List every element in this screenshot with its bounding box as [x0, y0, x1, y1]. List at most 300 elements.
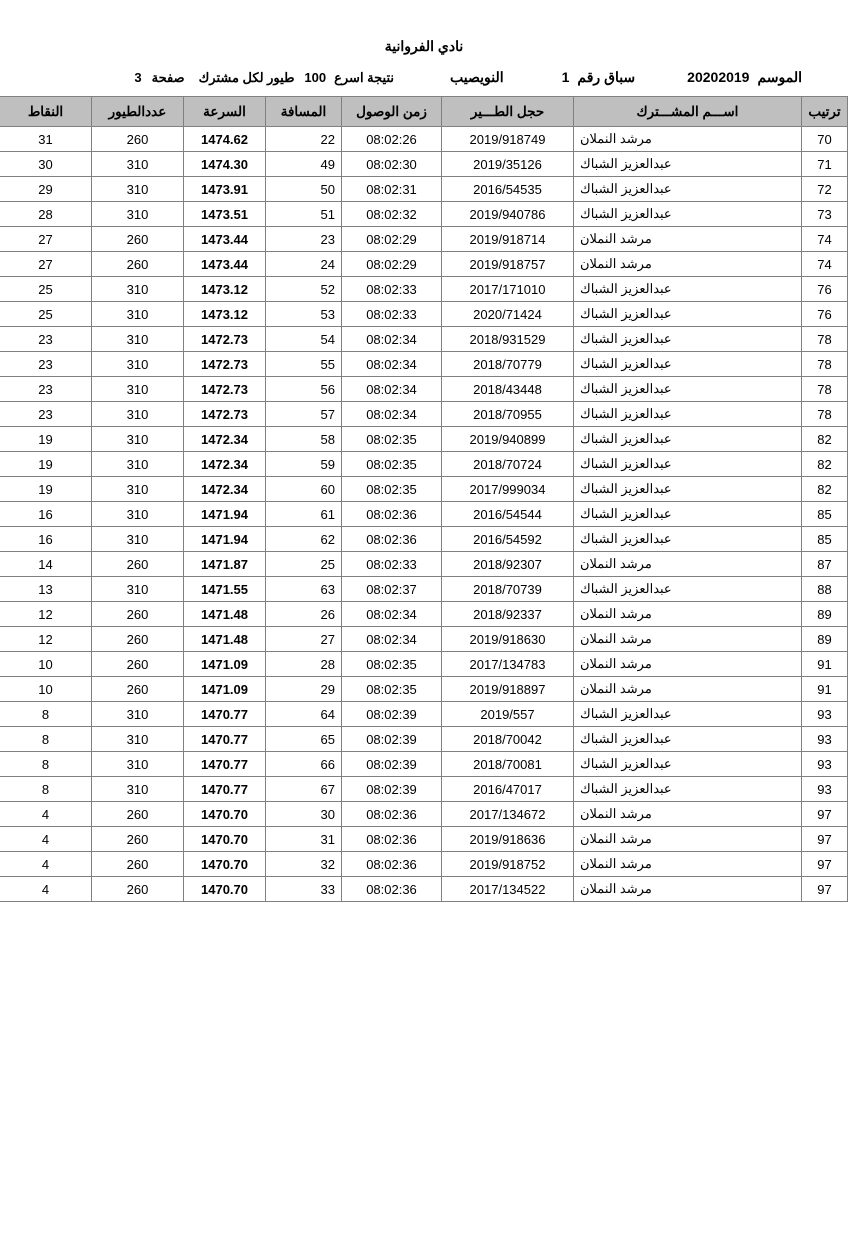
column-header-birds: عددالطيور [92, 97, 184, 127]
cell-ring: 2018/70779 [442, 352, 574, 377]
cell-speed: 1474.30 [184, 152, 266, 177]
cell-birds: 310 [92, 152, 184, 177]
cell-distance: 28 [266, 652, 342, 677]
cell-rank: 97 [802, 802, 848, 827]
cell-birds: 310 [92, 777, 184, 802]
cell-member: عبدالعزيز الشباك [574, 302, 802, 327]
cell-member: عبدالعزيز الشباك [574, 377, 802, 402]
cell-arrival: 08:02:34 [342, 602, 442, 627]
table-row [0, 202, 848, 227]
cell-birds: 310 [92, 502, 184, 527]
loft-name: النويصيب [450, 69, 504, 85]
cell-member: عبدالعزيز الشباك [574, 727, 802, 752]
cell-birds: 310 [92, 177, 184, 202]
cell-points: 25 [0, 277, 92, 302]
cell-distance: 58 [266, 427, 342, 452]
cell-member: مرشد النملان [574, 802, 802, 827]
cell-member: عبدالعزيز الشباك [574, 277, 802, 302]
cell-arrival: 08:02:35 [342, 427, 442, 452]
cell-ring: 2019/918749 [442, 127, 574, 152]
cell-arrival: 08:02:36 [342, 852, 442, 877]
table-row [0, 327, 848, 352]
cell-ring: 2018/931529 [442, 327, 574, 352]
cell-ring: 2019/557 [442, 702, 574, 727]
cell-speed: 1472.73 [184, 377, 266, 402]
cell-rank: 70 [802, 127, 848, 152]
cell-speed: 1471.48 [184, 627, 266, 652]
cell-distance: 29 [266, 677, 342, 702]
cell-birds: 310 [92, 427, 184, 452]
cell-speed: 1471.48 [184, 602, 266, 627]
cell-speed: 1472.73 [184, 352, 266, 377]
cell-birds: 260 [92, 877, 184, 902]
cell-points: 28 [0, 202, 92, 227]
cell-arrival: 08:02:29 [342, 227, 442, 252]
cell-rank: 89 [802, 627, 848, 652]
cell-points: 8 [0, 752, 92, 777]
cell-points: 16 [0, 502, 92, 527]
table-row [0, 227, 848, 252]
table-row [0, 177, 848, 202]
cell-distance: 51 [266, 202, 342, 227]
cell-arrival: 08:02:39 [342, 752, 442, 777]
table-row [0, 352, 848, 377]
cell-rank: 82 [802, 427, 848, 452]
cell-points: 4 [0, 802, 92, 827]
cell-arrival: 08:02:33 [342, 302, 442, 327]
cell-ring: 2016/54592 [442, 527, 574, 552]
cell-points: 27 [0, 227, 92, 252]
cell-distance: 50 [266, 177, 342, 202]
cell-points: 10 [0, 652, 92, 677]
cell-arrival: 08:02:39 [342, 727, 442, 752]
cell-birds: 310 [92, 402, 184, 427]
cell-birds: 260 [92, 827, 184, 852]
season-info [687, 69, 802, 86]
cell-speed: 1472.34 [184, 427, 266, 452]
race-value: 1 [561, 69, 570, 85]
cell-points: 12 [0, 627, 92, 652]
table-row [0, 627, 848, 652]
cell-member: مرشد النملان [574, 652, 802, 677]
cell-member: عبدالعزيز الشباك [574, 327, 802, 352]
cell-rank: 71 [802, 152, 848, 177]
cell-distance: 55 [266, 352, 342, 377]
cell-member: مرشد النملان [574, 627, 802, 652]
cell-points: 14 [0, 552, 92, 577]
column-header-distance: المسافة [266, 97, 342, 127]
cell-member: عبدالعزيز الشباك [574, 177, 802, 202]
cell-distance: 31 [266, 827, 342, 852]
cell-ring: 2018/70042 [442, 727, 574, 752]
cell-member: عبدالعزيز الشباك [574, 352, 802, 377]
cell-points: 23 [0, 327, 92, 352]
table-row [0, 502, 848, 527]
cell-points: 8 [0, 702, 92, 727]
table-row [0, 402, 848, 427]
cell-member: عبدالعزيز الشباك [574, 777, 802, 802]
cell-birds: 260 [92, 252, 184, 277]
cell-arrival: 08:02:35 [342, 477, 442, 502]
race-info [562, 69, 636, 86]
cell-member: مرشد النملان [574, 252, 802, 277]
table-row [0, 552, 848, 577]
cell-speed: 1474.62 [184, 127, 266, 152]
cell-arrival: 08:02:37 [342, 577, 442, 602]
cell-ring: 2018/70081 [442, 752, 574, 777]
cell-distance: 52 [266, 277, 342, 302]
cell-member: مرشد النملان [574, 677, 802, 702]
cell-distance: 63 [266, 577, 342, 602]
cell-speed: 1470.77 [184, 777, 266, 802]
cell-ring: 2018/43448 [442, 377, 574, 402]
cell-birds: 310 [92, 702, 184, 727]
table-body [0, 127, 848, 902]
cell-birds: 260 [92, 627, 184, 652]
cell-member: مرشد النملان [574, 602, 802, 627]
cell-rank: 76 [802, 302, 848, 327]
column-header-member: اســـم المشـــترك [574, 97, 802, 127]
cell-points: 12 [0, 602, 92, 627]
cell-points: 4 [0, 877, 92, 902]
cell-arrival: 08:02:36 [342, 502, 442, 527]
cell-distance: 23 [266, 227, 342, 252]
cell-arrival: 08:02:35 [342, 677, 442, 702]
cell-birds: 260 [92, 227, 184, 252]
table-header [0, 97, 848, 127]
table-row [0, 877, 848, 902]
cell-ring: 2018/92337 [442, 602, 574, 627]
birds-per-member-label: طيور لكل مشترك [198, 70, 295, 85]
results-table [0, 96, 848, 902]
cell-rank: 82 [802, 452, 848, 477]
cell-ring: 2018/70739 [442, 577, 574, 602]
cell-rank: 74 [802, 227, 848, 252]
cell-member: عبدالعزيز الشباك [574, 402, 802, 427]
cell-ring: 2017/999034 [442, 477, 574, 502]
column-header-arrival: زمن الوصول [342, 97, 442, 127]
cell-distance: 49 [266, 152, 342, 177]
table-row [0, 377, 848, 402]
cell-speed: 1470.70 [184, 852, 266, 877]
cell-points: 31 [0, 127, 92, 152]
cell-distance: 59 [266, 452, 342, 477]
cell-rank: 78 [802, 377, 848, 402]
table-row [0, 602, 848, 627]
cell-speed: 1473.44 [184, 252, 266, 277]
cell-birds: 310 [92, 302, 184, 327]
cell-rank: 97 [802, 852, 848, 877]
cell-arrival: 08:02:34 [342, 327, 442, 352]
race-meta-row [0, 69, 848, 86]
cell-ring: 2019/918714 [442, 227, 574, 252]
cell-points: 16 [0, 527, 92, 552]
cell-distance: 61 [266, 502, 342, 527]
cell-arrival: 08:02:34 [342, 402, 442, 427]
cell-arrival: 08:02:26 [342, 127, 442, 152]
cell-distance: 67 [266, 777, 342, 802]
cell-ring: 2020/71424 [442, 302, 574, 327]
cell-distance: 54 [266, 327, 342, 352]
column-header-points: النقاط [0, 97, 92, 127]
cell-speed: 1471.09 [184, 652, 266, 677]
cell-member: عبدالعزيز الشباك [574, 427, 802, 452]
cell-points: 4 [0, 827, 92, 852]
cell-arrival: 08:02:36 [342, 827, 442, 852]
cell-speed: 1471.09 [184, 677, 266, 702]
cell-speed: 1472.73 [184, 327, 266, 352]
cell-speed: 1470.77 [184, 727, 266, 752]
cell-rank: 91 [802, 652, 848, 677]
cell-member: عبدالعزيز الشباك [574, 527, 802, 552]
cell-points: 19 [0, 427, 92, 452]
cell-ring: 2019/918752 [442, 852, 574, 877]
cell-points: 29 [0, 177, 92, 202]
cell-ring: 2018/70724 [442, 452, 574, 477]
cell-points: 30 [0, 152, 92, 177]
cell-rank: 89 [802, 602, 848, 627]
cell-distance: 62 [266, 527, 342, 552]
cell-speed: 1470.77 [184, 752, 266, 777]
season-label: الموسم [757, 69, 802, 85]
cell-rank: 78 [802, 352, 848, 377]
cell-points: 23 [0, 352, 92, 377]
cell-distance: 60 [266, 477, 342, 502]
cell-birds: 310 [92, 202, 184, 227]
cell-arrival: 08:02:30 [342, 152, 442, 177]
cell-ring: 2016/54544 [442, 502, 574, 527]
cell-rank: 74 [802, 252, 848, 277]
cell-speed: 1472.34 [184, 452, 266, 477]
cell-distance: 26 [266, 602, 342, 627]
cell-birds: 310 [92, 452, 184, 477]
cell-rank: 97 [802, 877, 848, 902]
cell-birds: 310 [92, 277, 184, 302]
season-value: 20202019 [687, 69, 750, 85]
cell-member: مرشد النملان [574, 852, 802, 877]
cell-speed: 1471.94 [184, 527, 266, 552]
cell-birds: 310 [92, 527, 184, 552]
cell-member: مرشد النملان [574, 552, 802, 577]
cell-distance: 64 [266, 702, 342, 727]
cell-birds: 310 [92, 377, 184, 402]
cell-distance: 25 [266, 552, 342, 577]
cell-member: عبدالعزيز الشباك [574, 477, 802, 502]
cell-rank: 87 [802, 552, 848, 577]
table-row [0, 477, 848, 502]
cell-distance: 30 [266, 802, 342, 827]
cell-rank: 78 [802, 327, 848, 352]
cell-ring: 2017/134783 [442, 652, 574, 677]
cell-points: 23 [0, 377, 92, 402]
cell-arrival: 08:02:33 [342, 552, 442, 577]
cell-speed: 1470.77 [184, 702, 266, 727]
cell-speed: 1472.73 [184, 402, 266, 427]
table-row [0, 852, 848, 877]
cell-distance: 66 [266, 752, 342, 777]
table-row [0, 677, 848, 702]
page-number: 3 [134, 70, 142, 85]
cell-member: مرشد النملان [574, 877, 802, 902]
cell-distance: 32 [266, 852, 342, 877]
cell-birds: 260 [92, 802, 184, 827]
column-header-rank: ترتيب [802, 97, 848, 127]
cell-speed: 1471.94 [184, 502, 266, 527]
table-row [0, 527, 848, 552]
cell-points: 27 [0, 252, 92, 277]
cell-member: عبدالعزيز الشباك [574, 502, 802, 527]
cell-rank: 78 [802, 402, 848, 427]
cell-birds: 310 [92, 752, 184, 777]
cell-distance: 53 [266, 302, 342, 327]
cell-distance: 27 [266, 627, 342, 652]
cell-ring: 2016/47017 [442, 777, 574, 802]
cell-points: 4 [0, 852, 92, 877]
cell-arrival: 08:02:36 [342, 877, 442, 902]
cell-points: 19 [0, 452, 92, 477]
table-row [0, 277, 848, 302]
cell-ring: 2019/940786 [442, 202, 574, 227]
cell-speed: 1470.70 [184, 827, 266, 852]
table-row [0, 777, 848, 802]
cell-birds: 310 [92, 327, 184, 352]
cell-ring: 2019/918636 [442, 827, 574, 852]
cell-speed: 1472.34 [184, 477, 266, 502]
cell-member: عبدالعزيز الشباك [574, 452, 802, 477]
cell-member: عبدالعزيز الشباك [574, 202, 802, 227]
table-row [0, 577, 848, 602]
cell-ring: 2019/35126 [442, 152, 574, 177]
cell-birds: 260 [92, 127, 184, 152]
cell-arrival: 08:02:35 [342, 652, 442, 677]
page-info [134, 70, 184, 86]
table-row [0, 702, 848, 727]
cell-points: 8 [0, 777, 92, 802]
cell-points: 8 [0, 727, 92, 752]
cell-member: مرشد النملان [574, 227, 802, 252]
table-row [0, 727, 848, 752]
cell-birds: 260 [92, 552, 184, 577]
cell-speed: 1473.91 [184, 177, 266, 202]
table-row [0, 802, 848, 827]
cell-ring: 2019/940899 [442, 427, 574, 452]
table-header-row [0, 97, 848, 127]
cell-rank: 72 [802, 177, 848, 202]
table-row [0, 152, 848, 177]
cell-rank: 91 [802, 677, 848, 702]
cell-arrival: 08:02:34 [342, 352, 442, 377]
cell-rank: 88 [802, 577, 848, 602]
cell-ring: 2019/918897 [442, 677, 574, 702]
cell-member: مرشد النملان [574, 127, 802, 152]
cell-birds: 310 [92, 577, 184, 602]
cell-arrival: 08:02:39 [342, 777, 442, 802]
column-header-speed: السرعة [184, 97, 266, 127]
cell-points: 19 [0, 477, 92, 502]
cell-birds: 310 [92, 727, 184, 752]
table-row [0, 452, 848, 477]
cell-arrival: 08:02:36 [342, 802, 442, 827]
cell-birds: 260 [92, 602, 184, 627]
cell-arrival: 08:02:39 [342, 702, 442, 727]
cell-rank: 93 [802, 752, 848, 777]
cell-speed: 1473.12 [184, 277, 266, 302]
cell-arrival: 08:02:34 [342, 627, 442, 652]
cell-distance: 22 [266, 127, 342, 152]
cell-rank: 82 [802, 477, 848, 502]
cell-birds: 260 [92, 677, 184, 702]
table-row [0, 827, 848, 852]
cell-ring: 2016/54535 [442, 177, 574, 202]
cell-ring: 2018/70955 [442, 402, 574, 427]
cell-arrival: 08:02:35 [342, 452, 442, 477]
cell-rank: 93 [802, 727, 848, 752]
cell-rank: 97 [802, 827, 848, 852]
cell-speed: 1471.55 [184, 577, 266, 602]
cell-member: عبدالعزيز الشباك [574, 702, 802, 727]
table-row [0, 127, 848, 152]
cell-arrival: 08:02:34 [342, 377, 442, 402]
cell-points: 25 [0, 302, 92, 327]
cell-birds: 310 [92, 352, 184, 377]
cell-speed: 1473.12 [184, 302, 266, 327]
cell-ring: 2017/134522 [442, 877, 574, 902]
fastest-label: نتيجة اسرع [334, 70, 394, 85]
table-row [0, 652, 848, 677]
cell-rank: 93 [802, 777, 848, 802]
cell-arrival: 08:02:32 [342, 202, 442, 227]
document-page [0, 38, 848, 1238]
cell-ring: 2018/92307 [442, 552, 574, 577]
cell-distance: 65 [266, 727, 342, 752]
cell-distance: 56 [266, 377, 342, 402]
cell-ring: 2019/918757 [442, 252, 574, 277]
cell-arrival: 08:02:31 [342, 177, 442, 202]
cell-ring: 2017/134672 [442, 802, 574, 827]
cell-birds: 260 [92, 652, 184, 677]
cell-member: عبدالعزيز الشباك [574, 752, 802, 777]
cell-member: عبدالعزيز الشباك [574, 152, 802, 177]
cell-birds: 310 [92, 477, 184, 502]
cell-speed: 1473.44 [184, 227, 266, 252]
table-row [0, 427, 848, 452]
cell-rank: 73 [802, 202, 848, 227]
cell-arrival: 08:02:33 [342, 277, 442, 302]
cell-points: 13 [0, 577, 92, 602]
cell-rank: 76 [802, 277, 848, 302]
column-header-ring: حجل الطـــير [442, 97, 574, 127]
fastest-result-info [304, 70, 394, 86]
cell-arrival: 08:02:29 [342, 252, 442, 277]
table-row [0, 252, 848, 277]
race-label: سباق رقم [577, 69, 636, 85]
fastest-value: 100 [304, 70, 327, 85]
page-label: صفحة [151, 70, 185, 85]
cell-points: 10 [0, 677, 92, 702]
cell-distance: 33 [266, 877, 342, 902]
cell-speed: 1473.51 [184, 202, 266, 227]
cell-rank: 85 [802, 527, 848, 552]
cell-distance: 57 [266, 402, 342, 427]
cell-rank: 85 [802, 502, 848, 527]
cell-arrival: 08:02:36 [342, 527, 442, 552]
cell-speed: 1470.70 [184, 877, 266, 902]
table-row [0, 752, 848, 777]
cell-ring: 2019/918630 [442, 627, 574, 652]
cell-ring: 2017/171010 [442, 277, 574, 302]
cell-member: مرشد النملان [574, 827, 802, 852]
table-row [0, 302, 848, 327]
